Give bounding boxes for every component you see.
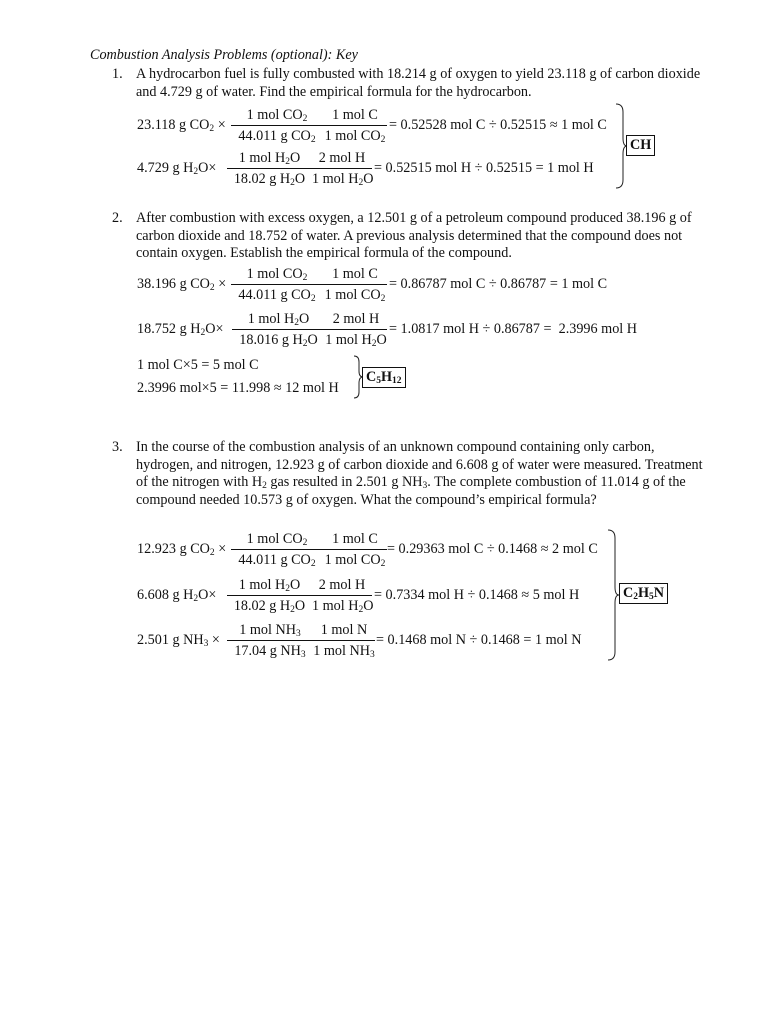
- problem-3-brace: [606, 528, 620, 662]
- problem-1-number: 1.: [112, 66, 123, 82]
- problem-3-text: In the course of the combustion analysis of an unknown compound containing only carbon, hydrogen, and nitrogen, 12.923 g of carbon dioxide and 6.608 g of water were measured. Treatment of the nitrogen with $H_2$ gas resulted in 2.501 g $NH_3$. The complete combustion of 11.014 g of the compound needed 10.573 g of oxygen. What the compound’s empirical formula?: [136, 439, 703, 508]
- problem-2-number: 2.: [112, 210, 123, 226]
- page-title: Combustion Analysis Problems (optional): Key: [90, 47, 358, 63]
- problem-1-answer: CH: [626, 135, 655, 156]
- problem-1-text: A hydrocarbon fuel is fully combusted with 18.214 g of oxygen to yield 23.118 g of carbon dioxide and 4.729 g of water. Find the empirical formula for the hydrocarbon.: [136, 66, 701, 100]
- problem-2-answer: $C_5H_{12}$: [362, 367, 406, 388]
- document-page: Combustion Analysis Problems (optional): Key 1. A hydrocarbon fuel is fully combusted with 18.214 g of oxygen to yield 23.118 g of carbon dioxide and 4.729 g of water. Find the empirical formula for the hydrocarbon. 23.118 g $CO_2$ × 1 mol $CO_2$ 44.011 g $CO_2$ 1 mol C 1 mol $CO_2$ = 0.52528 mol C ÷ 0.52515 ≈ 1 mol C 4.729 g $H_2O\times$ 1 mol $H_2O$ 18.02 g $H_2O$ 2 mol H 1 mol $H_2O$ = 0.52515 mol H ÷ 0.52515 = 1 mol H CH 2. After combustion with excess oxygen, a 12.501 g of a petroleum compound produced 38.196 g of carbon dioxide and 18.752 of water. A previous analysis determined that the compound does not contain oxygen. Establish the empirical formula of the compound. 38.196 g $CO_2$ × 1 mol $CO_2$ 44.011 g $CO_2$ 1 mol C 1 mol $CO_2$ = 0.86787 mol C ÷ 0.86787 = 1 mol C 18.752 g $H_2O\times$ 1 mol $H_2O$ 18.016 g $H_2O$ 2 mol H 1 mol $H_2O$ = 1.0817 mol H ÷ 0.86787 = 2.3996 mol H 1 mol C×5 = 5 mol C 2.3996 mol×5 = 11.998 ≈ 12 mol H $C_5H_{12}$ 3. In the course of the combustion analysis of an unknown compound containing only carbon, hydrogen, and nitrogen, 12.923 g of carbon dioxide and 6.608 g of water were measured. Treatment of the nitrogen with $H_2$ gas resulted in 2.501 g $NH_3$. The complete combustion of 11.014 g of the compound needed 10.573 g of oxygen. What the compound’s empirical formula? 12.923 g $CO_2$ × 1 mol $CO_2$ 44.011 g $CO_2$ 1 mol C 1 mol $CO_2$ = 0.29363 mol C ÷ 0.1468 ≈ 2 mol C 6.608 g $H_2O\times$ 1 mol $H_2O$ 18.02 g $H_2O$ 2 mol H 1 mol $H_2O$ = 0.7334 mol H ÷ 0.1468 ≈ 5 mol H 2.501 g $NH_3$ × 1 mol $NH_3$ 17.04 g $NH_3$ 1 mol N 1 mol $NH_3$ = 0.1468 mol N ÷ 0.1468 = 1 mol N $C_2H_5N$: [0, 0, 768, 1024]
- problem-2-scale-hydrogen: 2.3996 mol×5 = 11.998 ≈ 12 mol H: [137, 380, 339, 396]
- problem-2-scale-carbon: 1 mol C×5 = 5 mol C: [137, 357, 259, 373]
- problem-3-number: 3.: [112, 439, 123, 455]
- problem-3-answer: $C_2H_5N$: [619, 583, 668, 604]
- problem-2-text: After combustion with excess oxygen, a 12.501 g of a petroleum compound produced 38.196 g of carbon dioxide and 18.752 of water. A previous analysis determined that the compound does not contain oxygen. Establish the empirical formula of the compound.: [136, 210, 692, 262]
